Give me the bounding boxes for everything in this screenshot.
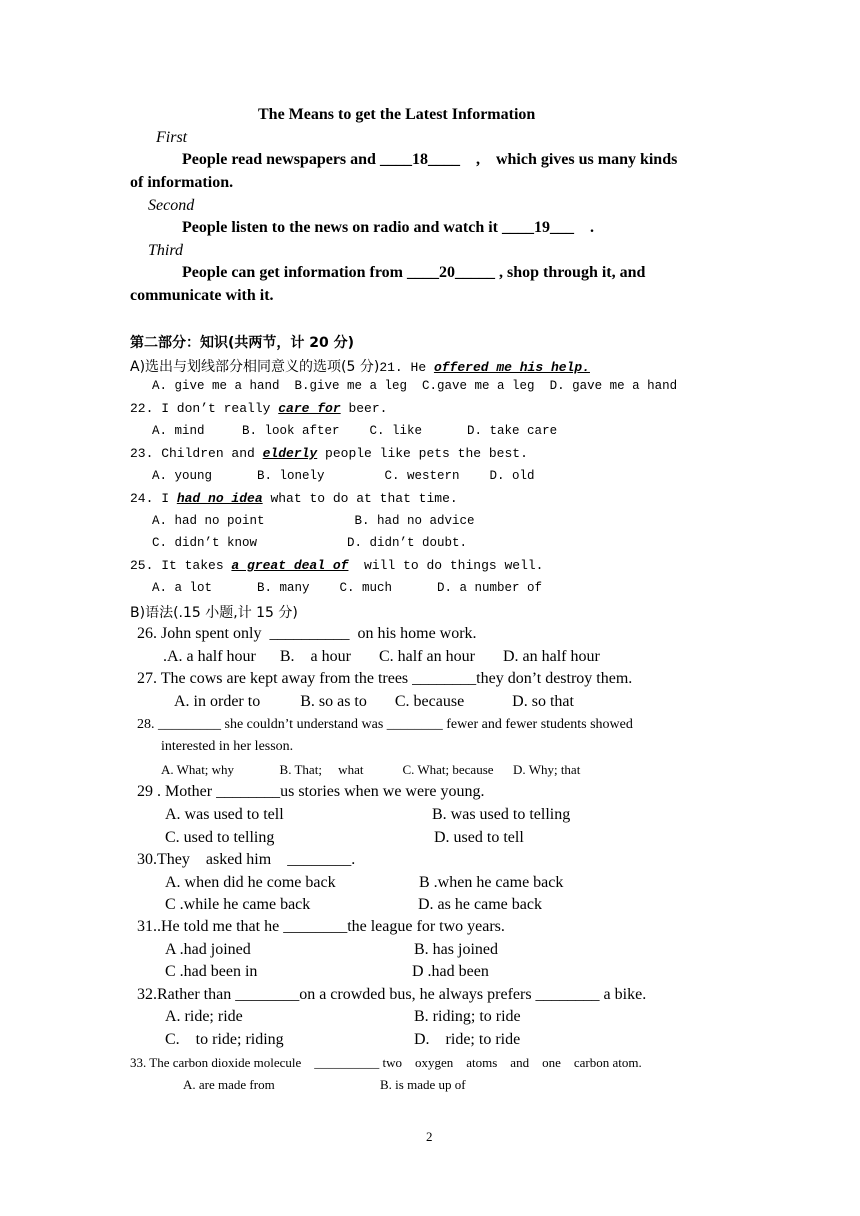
q23-prefix: 23. Children and [130, 446, 263, 461]
q30-stem: 30.They asked him ________. [137, 851, 356, 868]
q24-suffix: what to do at that time. [262, 491, 458, 506]
section-a-heading-line [130, 356, 590, 376]
q31-option-b: B. has joined [414, 941, 498, 958]
section-label-first: First [156, 129, 188, 146]
q28-options: A. What; why B. That; what C. What; because D. Why; that [161, 762, 581, 777]
q27-stem: 27. The cows are kept away from the trees ________they don’t destroy them. [137, 670, 633, 687]
q26-stem: 26. John spent only __________ on his home work. [137, 625, 477, 642]
q29-option-d: D. used to tell [434, 829, 524, 846]
q30-option-a: A. when did he come back [165, 874, 336, 891]
q25-highlight: a great deal of [231, 558, 349, 573]
q24-options-cd: C. didn’t know D. didn’t doubt. [152, 536, 468, 550]
q23-stem [130, 446, 528, 461]
q28-stem-2: interested in her lesson. [161, 739, 294, 754]
section-b-heading: B)语法(.15 小题,计 15 分) [130, 605, 298, 621]
q27-options: A. in order to B. so as to C. because D. so that [174, 693, 574, 710]
q29-option-b: B. was used to telling [432, 806, 571, 823]
q30-option-c: C .while he came back [165, 896, 311, 913]
q24-highlight: had no idea [176, 491, 263, 506]
q31-stem: 31..He told me that he ________the league for two years. [137, 918, 505, 935]
q30-option-b: B .when he came back [419, 874, 564, 891]
q22-highlight: care for [278, 401, 341, 416]
q29-stem: 29 . Mother ________us stories when we were young. [137, 783, 485, 800]
part2-heading: 第二部分：知识(共两节，计 20 分) [130, 335, 355, 351]
q25-stem [130, 558, 544, 573]
passage-line-20b: communicate with it. [130, 287, 274, 304]
q29-option-c: C. used to telling [165, 829, 275, 846]
section-label-second: Second [148, 197, 195, 214]
q32-option-d: D. ride; to ride [414, 1031, 521, 1048]
q22-prefix: 22. I don’t really [130, 401, 279, 416]
q23-highlight: elderly [262, 446, 318, 461]
q24-prefix: 24. I [130, 491, 177, 506]
q32-option-c: C. to ride; riding [165, 1031, 284, 1048]
q24-options-ab: A. had no point B. had no advice [152, 514, 475, 528]
passage-title: The Means to get the Latest Information [258, 106, 536, 123]
q33-stem: 33. The carbon dioxide molecule __________ two oxygen atoms and one carbon atom. [130, 1055, 642, 1070]
q22-stem [130, 401, 387, 416]
q30-option-d: D. as he came back [418, 896, 542, 913]
q21-options: A. give me a hand B.give me a leg C.gave me a leg D. gave me a hand [152, 379, 678, 393]
q23-suffix: people like pets the best. [317, 446, 528, 461]
q25-prefix: 25. It takes [130, 558, 232, 573]
section-a-heading: A)选出与划线部分相同意义的选项(5 分) [130, 359, 380, 375]
q31-option-a: A .had joined [165, 941, 251, 958]
passage-line-18a: People read newspapers and ____18____ , which gives us many kinds [182, 151, 678, 168]
q22-suffix: beer. [340, 401, 388, 416]
passage-line-20a: People can get information from ____20_____ , shop through it, and [182, 264, 646, 281]
passage-line-19: People listen to the news on radio and watch it ____19___ . [182, 219, 594, 236]
passage-line-18b: of information. [130, 174, 234, 191]
section-label-third: Third [148, 242, 183, 259]
q32-stem: 32.Rather than ________on a crowded bus, he always prefers ________ a bike. [137, 986, 647, 1003]
q33-option-a: A. are made from [183, 1077, 275, 1092]
page-number: 2 [426, 1129, 433, 1144]
q32-option-a: A. ride; ride [165, 1008, 243, 1025]
q24-stem [130, 491, 458, 506]
q32-option-b: B. riding; to ride [414, 1008, 521, 1025]
q28-stem-1: 28. _________ she couldn’t understand was ________ fewer and fewer students showed [137, 717, 633, 732]
q21-highlight: offered me his help. [433, 360, 590, 375]
q29-option-a: A. was used to tell [165, 806, 284, 823]
q25-options: A. a lot B. many C. much D. a number of [152, 581, 543, 595]
q25-suffix: will to do things well. [348, 558, 544, 573]
q21-prefix: 21. He [379, 360, 434, 375]
q22-options: A. mind B. look after C. like D. take care [152, 424, 558, 438]
q31-option-d: D .had been [412, 963, 489, 980]
q31-option-c: C .had been in [165, 963, 258, 980]
q23-options: A. young B. lonely C. western D. old [152, 469, 535, 483]
q26-options: .A. a half hour B. a hour C. half an hour D. an half hour [163, 648, 600, 665]
q33-option-b: B. is made up of [380, 1077, 466, 1092]
